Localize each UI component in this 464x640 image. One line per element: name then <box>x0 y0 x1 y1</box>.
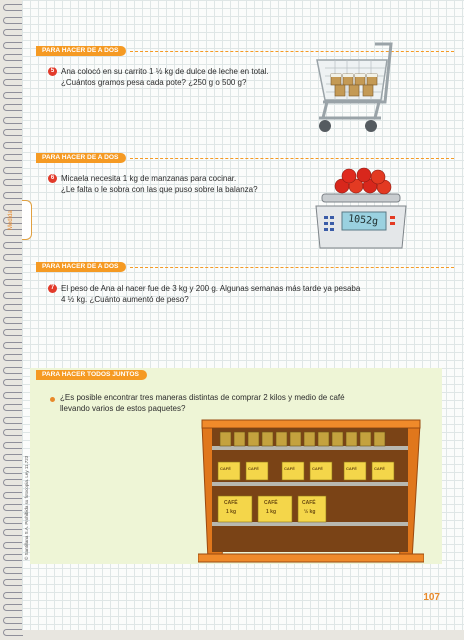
spiral-ring <box>3 17 23 24</box>
spiral-ring <box>3 229 23 236</box>
spiral-ring <box>3 604 23 611</box>
spiral-ring <box>3 429 23 436</box>
spiral-ring <box>3 179 23 186</box>
coffee-package-label: CAFÉ <box>248 466 259 471</box>
spiral-ring <box>3 392 23 399</box>
spiral-ring <box>3 617 23 624</box>
spiral-ring <box>3 579 23 586</box>
spiral-ring <box>3 129 23 136</box>
spiral-ring <box>3 292 23 299</box>
spiral-ring <box>3 42 23 49</box>
spiral-ring <box>3 367 23 374</box>
coffee-package-label: CAFÉ <box>224 500 238 506</box>
problem7-line2: 4 ½ kg. ¿Cuánto aumentó de peso? <box>61 295 189 304</box>
spiral-ring <box>3 529 23 536</box>
problem5-line2: ¿Cuántos gramos pesa cada pote? ¿250 g o 500 g? <box>61 78 247 87</box>
spiral-ring <box>3 329 23 336</box>
middle-shelf-labels <box>218 466 408 476</box>
problem-number-badge: 6 <box>48 174 57 183</box>
spiral-ring <box>3 92 23 99</box>
spiral-ring <box>3 479 23 486</box>
bullet <box>50 397 55 402</box>
coffee-package-weight: 1 kg <box>226 509 237 515</box>
spiral-ring <box>3 354 23 361</box>
copyright-note: © Santillana S.A. Prohibida su fotocopia. Ley 11.723 <box>24 455 29 560</box>
coffee-package-label: CAFÉ <box>312 466 323 471</box>
coffee-package-weight: 1 kg <box>266 509 277 515</box>
spiral-ring <box>3 379 23 386</box>
shopping-cart-illustration <box>305 38 455 146</box>
problem6-line1: Micaela necesita 1 kg de manzanas para cocinar. <box>61 174 237 183</box>
spiral-ring <box>3 54 23 61</box>
spiral-ring <box>3 417 23 424</box>
spiral-ring <box>3 117 23 124</box>
coffee-package-label: CAFÉ <box>220 466 231 471</box>
spiral-ring <box>3 104 23 111</box>
problem8-line1: ¿Es posible encontrar tres maneras distintas de comprar 2 kilos y medio de café <box>60 393 345 402</box>
problem7-line1: El peso de Ana al nacer fue de 3 kg y 200 g. Algunas semanas más tarde ya pesaba <box>61 284 361 293</box>
spiral-ring <box>3 404 23 411</box>
side-tab <box>22 200 32 240</box>
spiral-ring <box>3 442 23 449</box>
coffee-package-label: CAFÉ <box>346 466 357 471</box>
spiral-ring <box>3 279 23 286</box>
coffee-package-label: CAFÉ <box>284 466 295 471</box>
spiral-ring <box>3 517 23 524</box>
section-divider <box>130 158 454 159</box>
spiral-ring <box>3 267 23 274</box>
spiral-ring <box>3 317 23 324</box>
spiral-ring <box>3 567 23 574</box>
spiral-ring <box>3 342 23 349</box>
spiral-ring <box>3 504 23 511</box>
coffee-package-weight: ½ kg <box>304 509 316 515</box>
spiral-ring <box>3 4 23 11</box>
spiral-ring <box>3 79 23 86</box>
spiral-ring <box>3 142 23 149</box>
spiral-ring <box>3 167 23 174</box>
problem6-line2: ¿Le falta o le sobra con las que puso sobre la balanza? <box>61 185 258 194</box>
spiral-ring <box>3 304 23 311</box>
problem5-line1: Ana colocó en su carrito 1 ½ kg de dulce de leche en total. <box>61 67 269 76</box>
coffee-package-label: CAFÉ <box>374 466 385 471</box>
spiral-binding <box>0 0 24 640</box>
section-divider <box>130 267 454 268</box>
spiral-ring <box>3 542 23 549</box>
problem8-line2: llevando varios de estos paquetes? <box>60 404 186 413</box>
spiral-ring <box>3 242 23 249</box>
scale-display: 1052g <box>347 213 379 228</box>
section-header-pairs-3: PARA HACER DE A DOS <box>36 262 126 272</box>
spiral-ring <box>3 592 23 599</box>
spiral-ring <box>3 154 23 161</box>
spiral-ring <box>3 454 23 461</box>
section-header-all: PARA HACER TODOS JUNTOS <box>36 370 147 380</box>
spiral-ring <box>3 492 23 499</box>
coffee-package-label: CAFÉ <box>264 500 278 506</box>
spiral-ring <box>3 29 23 36</box>
section-header-pairs-1: PARA HACER DE A DOS <box>36 46 126 56</box>
page-number: 107 <box>423 592 440 603</box>
spiral-ring <box>3 254 23 261</box>
coffee-shelf-illustration <box>198 418 424 564</box>
side-tab-label: Medida <box>8 210 14 230</box>
spiral-ring <box>3 554 23 561</box>
spiral-ring <box>3 67 23 74</box>
spiral-ring <box>3 467 23 474</box>
spiral-ring <box>3 629 23 636</box>
coffee-package-label: CAFÉ <box>302 500 316 506</box>
section-header-pairs-2: PARA HACER DE A DOS <box>36 153 126 163</box>
scale-with-apples-illustration <box>312 166 412 258</box>
problem-number-badge: 5 <box>48 67 57 76</box>
bottom-shelf-labels <box>218 498 348 520</box>
problem-number-badge: 7 <box>48 284 57 293</box>
